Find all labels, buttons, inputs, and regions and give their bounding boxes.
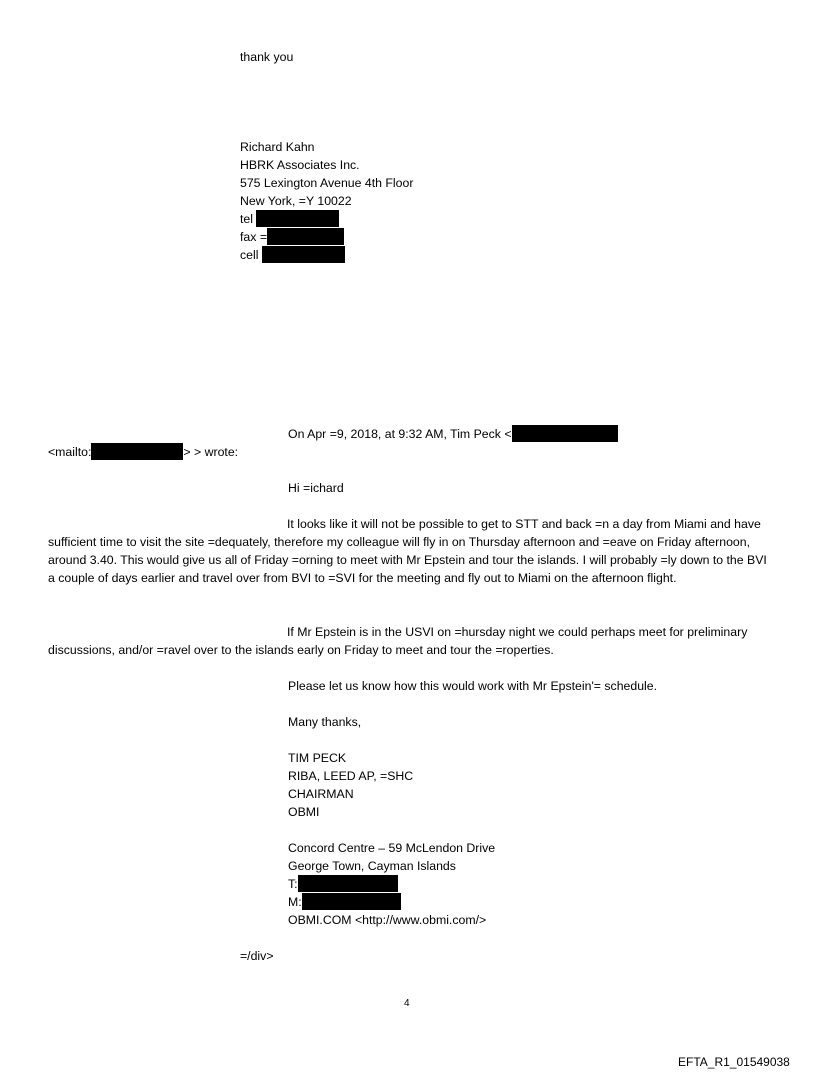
signature-address: 575 Lexington Avenue 4th Floor xyxy=(240,176,414,190)
redaction-block xyxy=(256,210,339,227)
quoted-paragraph-3: Please let us know how this would work with Mr Epstein'= schedule. xyxy=(288,679,658,693)
signature-cell xyxy=(240,246,345,264)
signature-fax xyxy=(240,228,344,246)
redaction-block xyxy=(91,443,183,460)
sender-title: CHAIRMAN xyxy=(288,787,354,801)
paragraph-1-rest: and have sufficient time to visit the site =dequately, therefore my colleague will fly in on Thursday afternoon and =eave on Friday afternoon, around 3.40. This would give us all of Friday =orning to meet with Mr Epstein and tour the islands. I will probably =ly down to the BVI a couple of days earlier and travel over from BVI to =SVI for the meeting and fly out to Miami on the afternoon flight. xyxy=(48,517,767,585)
redaction-block xyxy=(302,893,401,910)
quoted-header-text: On Apr =9, 2018, at 9:32 AM, Tim Peck < xyxy=(288,427,512,441)
quoted-paragraph-2 xyxy=(48,623,772,659)
quoted-greeting: Hi =ichard xyxy=(288,481,344,495)
paragraph-1-first-line: It looks like it will not be possible to get to STT and back =n a day from Miami xyxy=(287,517,707,531)
cell-label: cell xyxy=(240,248,259,262)
sender-address-line1: Concord Centre – 59 McLendon Drive xyxy=(288,841,496,855)
mailto-prefix: <mailto: xyxy=(48,445,92,459)
t-label: T: xyxy=(288,877,298,891)
sender-credentials: RIBA, LEED AP, =SHC xyxy=(288,769,414,783)
m-label: M: xyxy=(288,895,302,909)
paragraph-2-first-line: If Mr Epstein is in the USVI on =hursday night we could perhaps meet for xyxy=(287,625,684,639)
fax-label: fax = xyxy=(240,230,268,244)
sender-website: OBMI.COM <http://www.obmi.com/> xyxy=(288,913,487,927)
signature-city: New York, =Y 10022 xyxy=(240,194,352,208)
sender-phone-m xyxy=(288,893,401,911)
redaction-block xyxy=(512,425,618,442)
redaction-block xyxy=(267,228,344,245)
redaction-block xyxy=(298,875,398,892)
sender-company: OBMI xyxy=(288,805,320,819)
sender-address-line2: George Town, Cayman Islands xyxy=(288,859,456,873)
quoted-header-line2 xyxy=(48,443,238,461)
tel-label: tel xyxy=(240,212,253,226)
signature-company: HBRK Associates Inc. xyxy=(240,158,360,172)
sender-phone-t xyxy=(288,875,398,893)
quoted-paragraph-1 xyxy=(48,515,772,587)
paragraph-2-rest: preliminary discussions, and/or =ravel over to the islands early on Friday to meet and tour the =roperties. xyxy=(48,625,748,657)
page-number: 4 xyxy=(404,998,410,1009)
sender-name: TIM PECK xyxy=(288,751,347,765)
signature-name: Richard Kahn xyxy=(240,140,315,154)
wrote-suffix: > > wrote: xyxy=(183,445,239,459)
document-id: EFTA_R1_01549038 xyxy=(678,1055,790,1069)
signature-tel xyxy=(240,210,339,228)
closing-text: thank you xyxy=(240,50,294,64)
quoted-thanks: Many thanks, xyxy=(288,715,362,729)
redaction-block xyxy=(262,246,345,263)
quoted-header-line1 xyxy=(288,425,618,443)
div-close-text: =/div> xyxy=(240,949,274,963)
